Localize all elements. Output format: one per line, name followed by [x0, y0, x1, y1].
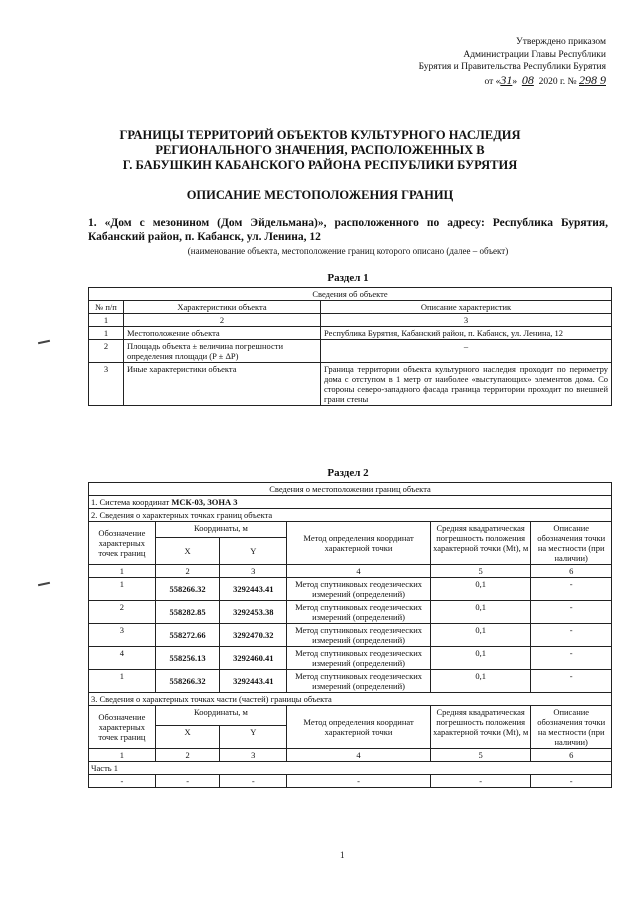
points-caption: 2. Сведения о характерных точках границ объекта	[89, 509, 612, 522]
approval-date: от «31» 08 2020 г. № 298 9	[484, 72, 606, 87]
document-subtitle: ОПИСАНИЕ МЕСТОПОЛОЖЕНИЯ ГРАНИЦ	[186, 188, 454, 202]
col-header-x: X	[155, 726, 220, 749]
approval-line-2: Администрации Главы Республики	[463, 49, 606, 60]
col-header-x: X	[155, 538, 220, 565]
table-row: 2 558282.85 3292453.38 Метод спутниковых геодезических измерений (определений) 0,1 -	[89, 601, 612, 624]
col-header-designation: Обозначение характерных точек границ	[89, 522, 156, 565]
approval-number: 298 9	[579, 72, 606, 87]
table-row: 3 Иные характеристики объекта Граница территории объекта культурного наследия проходит по периметру дома с отступом в 1 метр от наиболее «выступающих» элементов дома. Со стороны северо-западного фасада граница территории проходит по внешней грани стены	[89, 363, 612, 406]
object-caption: (наименование объекта, местоположение границ которого описано (далее – объект)	[187, 246, 509, 256]
table-row: 1 558266.32 3292443.41 Метод спутниковых геодезических измерений (определений) 0,1 -	[89, 578, 612, 601]
object-name: 1. «Дом с мезонином (Дом Эйдельмана)», расположенного по адресу: Республика Бурятия, Кабанский район, п. Кабанск, ул. Ленина, 12	[88, 217, 608, 243]
section-2-caption: Сведения о местоположении границ объекта	[89, 483, 612, 496]
margin-mark	[38, 340, 50, 344]
col-header-coords: Координаты, м	[155, 706, 286, 726]
col-header-coords: Координаты, м	[155, 522, 286, 538]
col-header-desc: Описание обозначения точки на местности (при наличии)	[531, 522, 612, 565]
table-row: 2 Площадь объекта ± величина погрешности определения площади (P ± ΔP) –	[89, 340, 612, 363]
coordinate-system: 1. Система координат МСК-03, ЗОНА 3	[89, 496, 612, 509]
col-header-designation: Обозначение характерных точек границ	[89, 706, 156, 749]
col-header-method: Метод определения координат характерной точки	[287, 522, 431, 565]
approval-stamp	[346, 36, 606, 88]
approval-line-3: Бурятия и Правительства Республики Бурятия	[418, 62, 606, 72]
col-header-number: № п/п	[89, 301, 124, 314]
col-header-error: Средняя квадратическая погрешность положения характерной точки (Mt), м	[430, 706, 530, 749]
approval-day: 31	[500, 72, 513, 87]
col-header-method: Метод определения координат характерной точки	[287, 706, 431, 749]
table-row: 1 Местоположение объекта Республика Бурятия, Кабанский район, п. Кабанск, ул. Ленина, 12	[89, 327, 612, 340]
table-row: 4 558256.13 3292460.41 Метод спутниковых геодезических измерений (определений) 0,1 -	[89, 647, 612, 670]
col-header-error: Средняя квадратическая погрешность положения характерной точки (Mt), м	[430, 522, 530, 565]
document-title: ГРАНИЦЫ ТЕРРИТОРИЙ ОБЪЕКТОВ КУЛЬТУРНОГО НАСЛЕДИЯ РЕГИОНАЛЬНОГО ЗНАЧЕНИЯ, РАСПОЛОЖЕННЫХ В Г. БАБУШКИН КАБАНСКОГО РАЙОНА РЕСПУБЛИКИ БУРЯТИЯ	[119, 128, 521, 172]
section-1-title: Раздел 1	[327, 272, 369, 284]
col-index: 1	[89, 314, 124, 327]
approval-line-1: Утверждено приказом	[516, 37, 606, 47]
part-label: Часть 1	[89, 762, 612, 775]
section-1-table	[88, 287, 612, 406]
section-2-title: Раздел 2	[327, 467, 369, 479]
col-header-y: Y	[220, 726, 287, 749]
table-row: 1 558266.32 3292443.41 Метод спутниковых геодезических измерений (определений) 0,1 -	[89, 670, 612, 693]
table-row: - - - - - -	[89, 775, 612, 788]
margin-mark	[38, 582, 50, 586]
col-header-y: Y	[220, 538, 287, 565]
col-header-description: Описание характеристик	[321, 301, 612, 314]
approval-month: 08	[521, 72, 534, 87]
section-1-caption: Сведения об объекте	[89, 288, 612, 301]
table-row: 3 558272.66 3292470.32 Метод спутниковых геодезических измерений (определений) 0,1 -	[89, 624, 612, 647]
col-index: 3	[321, 314, 612, 327]
parts-caption: 3. Сведения о характерных точках части (частей) границы объекта	[89, 693, 612, 706]
col-header-characteristic: Характеристики объекта	[124, 301, 321, 314]
page-number: 1	[340, 850, 345, 860]
col-index: 2	[124, 314, 321, 327]
col-header-desc: Описание обозначения точки на местности (при наличии)	[531, 706, 612, 749]
section-2-table: Сведения о местоположении границ объекта 1. Система координат МСК-03, ЗОНА 3 2. Сведения о характерных точках границ объекта Обозначение характерных точек границ Координаты, м Метод определения координат характерной точки Средняя квадратическая погрешность положения характерной точки (Mt), м Описание обозначения точки на местности (при наличии) X Y 1 2 3 4 5 6 1 558266.32 3292443.41 Метод спутниковых геодезических измерений (определений) 0,1 - 2 558282.85 3292453.38 Метод спутниковых геодезических измерений (определений) 0,1 - 3 558272.66 3292470.32 Метод спутниковых геодезических измерений (определений) 0,1 - 4 558256.13 3292460.41 Метод спутниковых геодезических измерений (определений) 0,1 - 1 558266.32 3292443.41 Метод спутниковых геодезических измерений (определений) 0,1 - 3. Сведения о характерных точках части (частей) границы объекта Обозначение характерных точек границ Координаты, м Метод определения координат характерной точки Средняя квадратическая погрешность положения характерной точки (Mt), м Описание обозначения точки на местности (при наличии) X Y 1 2 3 4 5 6 Часть 1 - - - - - -	[88, 482, 612, 788]
